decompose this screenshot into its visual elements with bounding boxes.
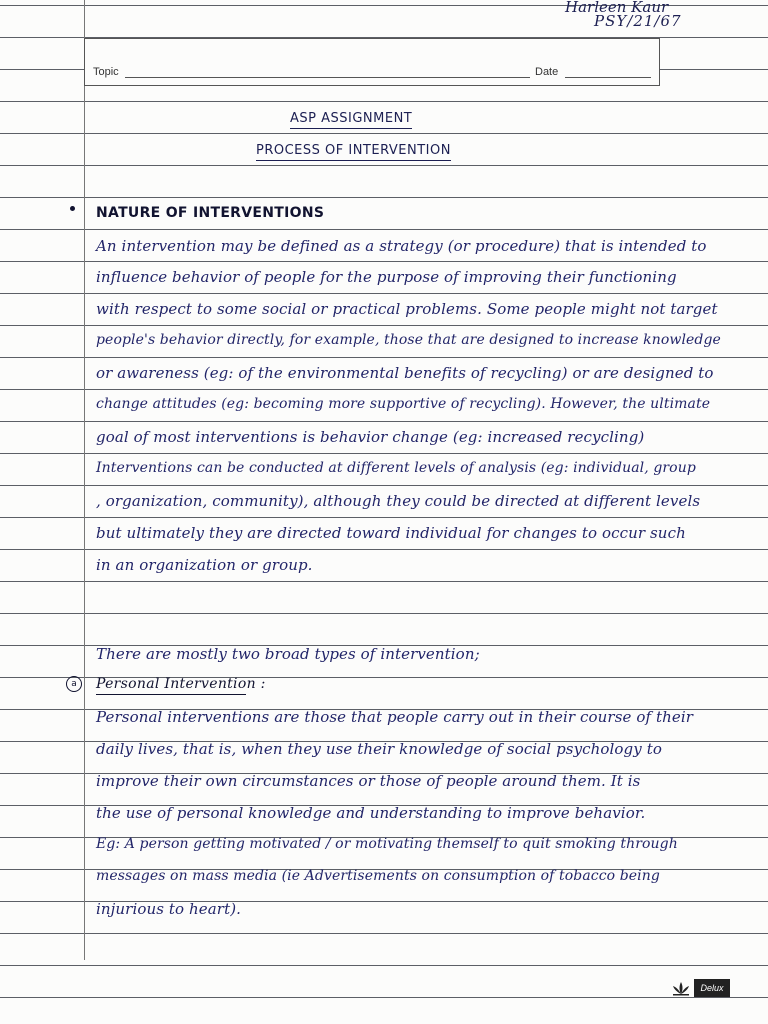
section1-heading: NATURE OF INTERVENTIONS bbox=[96, 205, 325, 221]
brand-label: Delux bbox=[694, 979, 730, 997]
section1-line: people's behavior directly, for example, those that are designed to increase knowledge bbox=[96, 332, 721, 348]
section2-line: Personal interventions are those that people carry out in their course of their bbox=[96, 708, 694, 726]
types-intro: There are mostly two broad types of intervention; bbox=[96, 645, 480, 663]
date-line bbox=[565, 77, 651, 78]
section1-line: change attitudes (eg: becoming more supportive of recycling). However, the ultimate bbox=[96, 396, 711, 412]
section1-line: goal of most interventions is behavior change (eg: increased recycling) bbox=[96, 428, 645, 446]
signature-roll: PSY/21/67 bbox=[594, 12, 682, 30]
bullet-icon bbox=[70, 206, 75, 211]
process-title: PROCESS OF INTERVENTION bbox=[256, 143, 451, 158]
assignment-title: ASP ASSIGNMENT bbox=[290, 111, 413, 126]
lotus-icon bbox=[672, 980, 690, 996]
section1-line: An intervention may be defined as a strategy (or procedure) that is intended to bbox=[96, 237, 707, 255]
margin-line bbox=[84, 0, 85, 960]
section2-line: messages on mass media (ie Advertisements on consumption of tobacco being bbox=[96, 868, 660, 884]
topic-line bbox=[125, 77, 530, 78]
section1-line: Interventions can be conducted at different levels of analysis (eg: individual, group bbox=[96, 460, 696, 476]
section2-number: a bbox=[66, 676, 82, 692]
signature-name: Harleen Kaur bbox=[565, 0, 669, 16]
section1-line: with respect to some social or practical problems. Some people might not target bbox=[96, 300, 718, 318]
section2-line: the use of personal knowledge and understanding to improve behavior. bbox=[96, 804, 646, 822]
section1-line: influence behavior of people for the purpose of improving their functioning bbox=[96, 268, 677, 286]
section1-line: in an organization or group. bbox=[96, 556, 313, 574]
section2-line: Eg: A person getting motivated / or motivating themself to quit smoking through bbox=[96, 836, 678, 852]
section1-line: but ultimately they are directed toward individual for changes to occur such bbox=[96, 524, 686, 542]
section2-line: injurious to heart). bbox=[96, 900, 242, 918]
section1-line: or awareness (eg: of the environmental benefits of recycling) or are designed to bbox=[96, 364, 714, 382]
topic-label: Topic bbox=[93, 66, 119, 78]
date-label: Date bbox=[535, 66, 559, 78]
section2-line: improve their own circumstances or those of people around them. It is bbox=[96, 772, 641, 790]
header-box bbox=[84, 38, 660, 86]
section2-heading: Personal Intervention : bbox=[96, 676, 266, 692]
section1-line: , organization, community), although they could be directed at different levels bbox=[96, 492, 701, 510]
brand-logo bbox=[672, 978, 732, 998]
section2-line: daily lives, that is, when they use their knowledge of social psychology to bbox=[96, 740, 662, 758]
